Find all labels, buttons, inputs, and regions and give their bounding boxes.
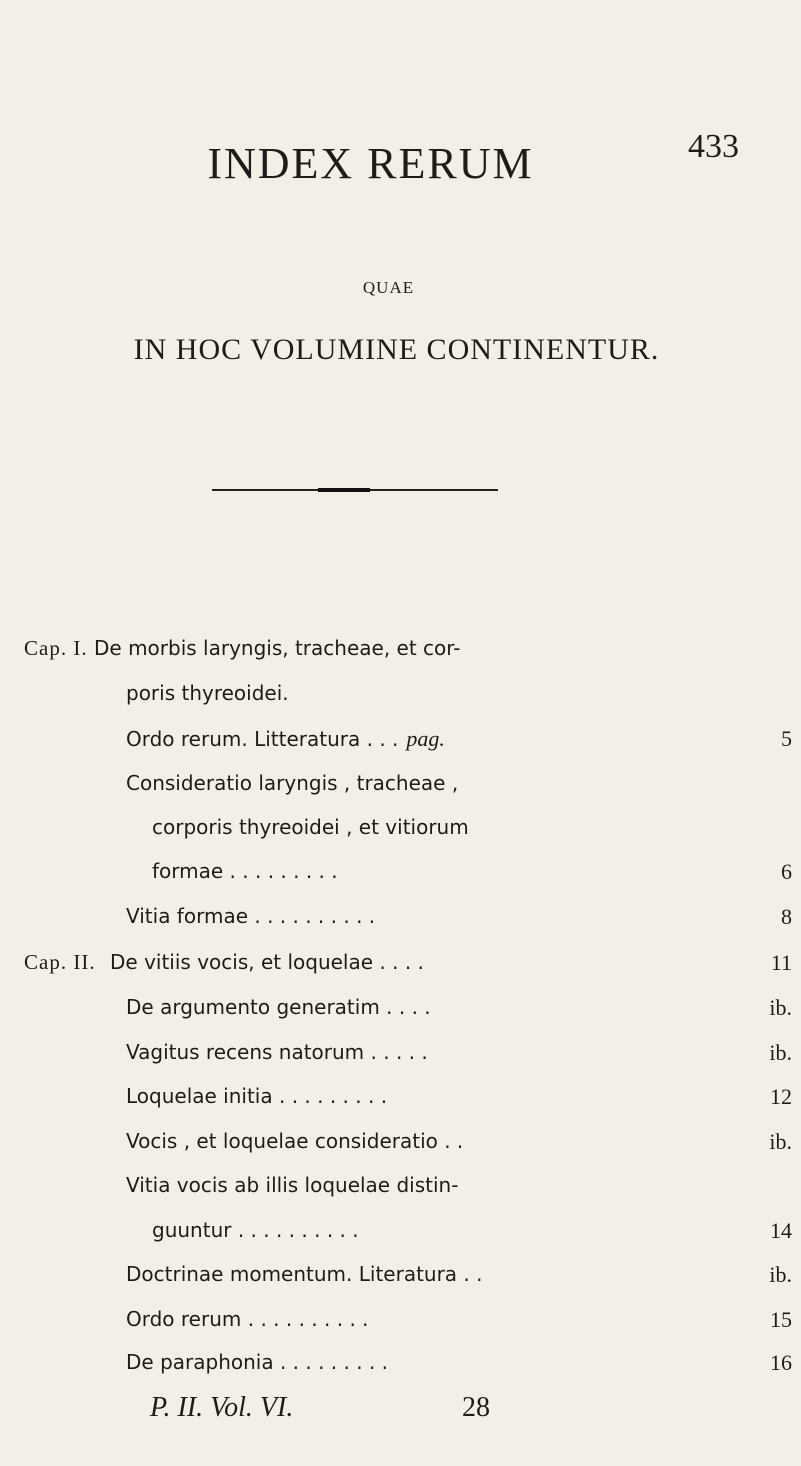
entry-page: ib. <box>769 1262 792 1287</box>
sheet-number: 28 <box>462 1392 490 1423</box>
page-number: 433 <box>688 128 739 165</box>
entry-text: Doctrinae momentum. Literatura . . <box>126 1262 483 1286</box>
entry-page: 5 <box>781 726 792 751</box>
entry-page: ib. <box>769 1129 792 1154</box>
entry-text: Vitia formae . . . . . . . . . . <box>126 904 376 928</box>
quae-text: QUAE <box>362 278 415 297</box>
entry-page: 16 <box>770 1350 792 1375</box>
index-subtitle <box>0 333 801 367</box>
list-item <box>0 1173 801 1203</box>
list-item <box>0 1307 801 1337</box>
pag-abbrev: pag. <box>406 726 445 751</box>
entry-page: 6 <box>781 859 792 884</box>
cap2-label: Cap. II. <box>24 950 96 974</box>
list-item <box>0 1350 801 1380</box>
list-item <box>0 1129 801 1159</box>
entry-page: ib. <box>769 995 792 1020</box>
entry-text: Consideratio laryngis , tracheae , <box>126 771 459 795</box>
entry-page: 14 <box>770 1218 792 1243</box>
entry-page: 12 <box>770 1084 792 1109</box>
volume-signature: P. II. Vol. VI. <box>150 1392 294 1423</box>
index-subtitle-text: IN HOC VOLUMINE CONTINENTUR. <box>133 333 660 366</box>
list-item <box>0 726 801 756</box>
entry-text: formae . . . . . . . . . <box>152 859 338 883</box>
cap2-title-page: 11 <box>770 950 792 975</box>
list-item <box>0 859 801 889</box>
entry-page: ib. <box>769 1040 792 1065</box>
entry-text: corporis thyreoidei , et vitiorum <box>152 815 469 839</box>
cap1-title-line2: poris thyreoidei. <box>126 681 289 705</box>
list-item <box>0 1040 801 1070</box>
list-item <box>0 1262 801 1292</box>
entry-text: De argumento generatim . . . . <box>126 995 431 1019</box>
entry-text: Vitia vocis ab illis loquelae distin- <box>126 1173 459 1197</box>
entry-page: 8 <box>781 904 792 929</box>
list-item <box>0 995 801 1025</box>
cap1-title-line1: De morbis laryngis, tracheae, et cor- <box>94 636 461 660</box>
cap2-heading <box>0 950 801 980</box>
list-item <box>0 815 801 845</box>
entry-text: Ordo rerum . . . . . . . . . . <box>126 1307 369 1331</box>
entry-text: Loquelae initia . . . . . . . . . <box>126 1084 388 1108</box>
list-item <box>0 1084 801 1114</box>
decorative-rule <box>212 489 498 491</box>
list-item <box>0 1218 801 1248</box>
cap1-title-cont <box>0 681 801 711</box>
entry-text: Vocis , et loquelae consideratio . . <box>126 1129 464 1153</box>
list-item <box>0 904 801 934</box>
entry-text: Ordo rerum. Litteratura . . . <box>126 727 399 751</box>
list-item <box>0 771 801 801</box>
quae-line <box>0 278 801 298</box>
cap2-title: De vitiis vocis, et loquelae . . . . <box>110 950 424 974</box>
index-title-text: INDEX RERUM <box>207 139 534 188</box>
entry-text: Vagitus recens natorum . . . . . <box>126 1040 428 1064</box>
entry-page: 15 <box>770 1307 792 1332</box>
index-title <box>0 138 801 189</box>
entry-text: De paraphonia . . . . . . . . . <box>126 1350 389 1374</box>
cap1-heading <box>0 636 801 666</box>
cap1-label: Cap. I. <box>24 636 88 660</box>
entry-text: guuntur . . . . . . . . . . <box>152 1218 359 1242</box>
